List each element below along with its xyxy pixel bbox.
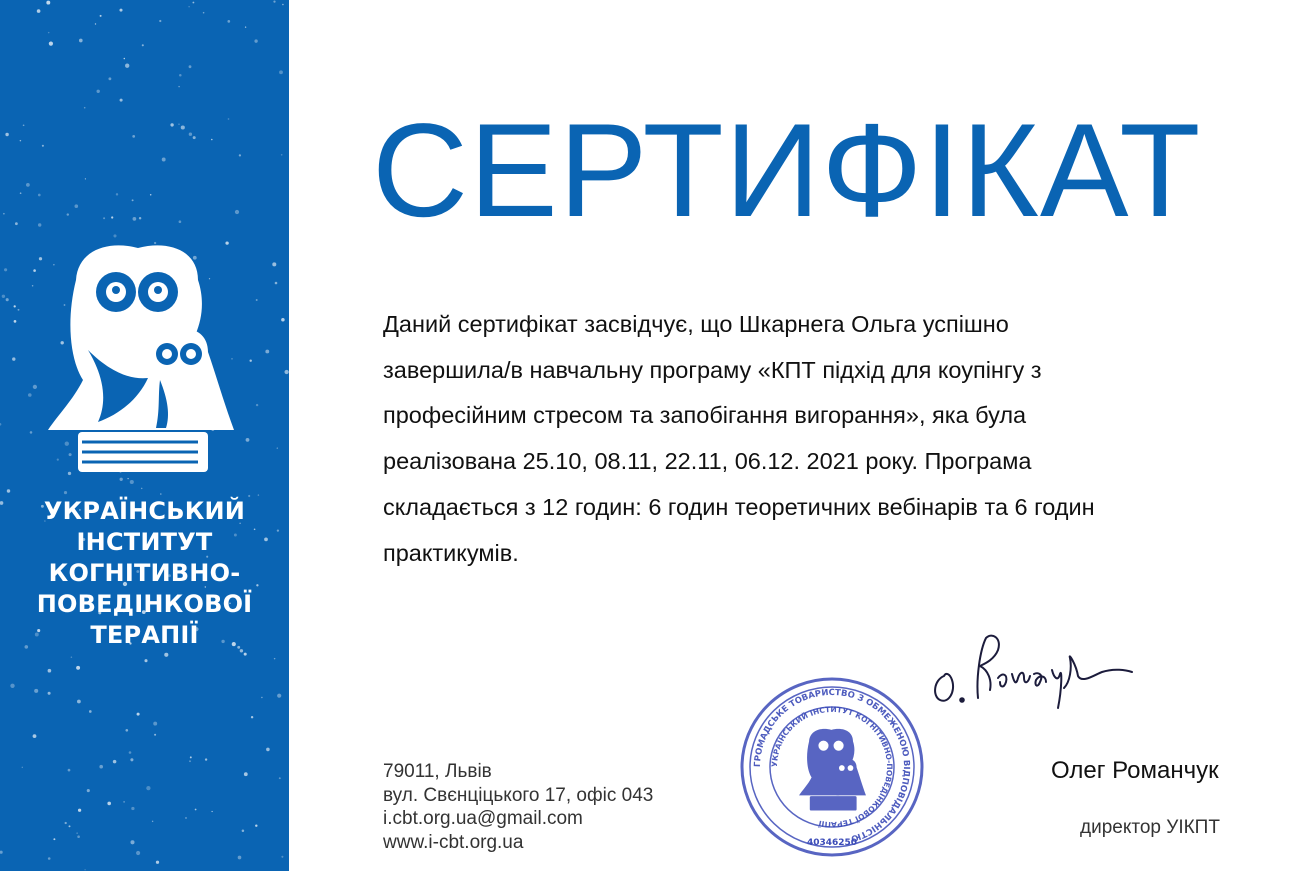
email-link[interactable]: i.cbt.org.ua@gmail.com [383,808,583,829]
sidebar-panel [0,0,289,871]
institute-name-line: ІНСТИТУТ [76,528,213,556]
body-line: реалізована 25.10, 08.11, 22.11, 06.12. 2021 року. Програма [383,448,1032,475]
website-link[interactable]: www.i-cbt.org.ua [383,831,524,853]
body-line: завершила/в навчальну програму «КПТ підхід для коупінгу з [383,356,1042,383]
body-line: Даний сертифікат засвідчує, що Шкарнега Ольга успішно [383,311,1009,337]
body-line: професійним стресом та запобігання вигорання», яка була [383,402,1027,429]
signatory-name: Олег Романчук [1051,757,1219,784]
institute-name [0,496,289,651]
institute-name-line: УКРАЇНСЬКИЙ [43,497,246,525]
certificate-body [383,302,1243,576]
body-line: практикумів. [383,539,519,566]
address-street: вул. Свєнціцького 17, офіс 043 [383,784,654,806]
institute-stamp [737,675,927,860]
handwritten-signature [926,628,1138,720]
address-city: 79011, Львів [383,761,492,782]
signatory-role: директор УІКПТ [1080,817,1220,838]
certificate-title: СЕРТИФІКАТ [372,97,1202,245]
body-line: складається з 12 годин: 6 годин теоретичних вебінарів та 6 годин [383,493,1095,520]
stamp-code: 40346250 [806,838,858,848]
contact-block [383,760,653,854]
institute-name-line: ТЕРАПІЇ [90,621,199,649]
institute-name-line: ПОВЕДІНКОВОЇ [36,590,253,618]
institute-name-line: КОГНІТИВНО- [48,559,241,587]
stamp-ring-text: ГРОМАДСЬКЕ ТОВАРИСТВО З ОБМЕЖЕНОЮ ВІДПОВІДАЛЬНІСТЮ [752,687,912,844]
owls-on-book-logo [48,240,238,475]
stamp-inner-text: УКРАЇНСЬКИЙ ІНСТИТУТ КОГНІТИВНО-ПОВЕДІНКОВОЇ ТЕРАПІЇ [769,704,895,830]
